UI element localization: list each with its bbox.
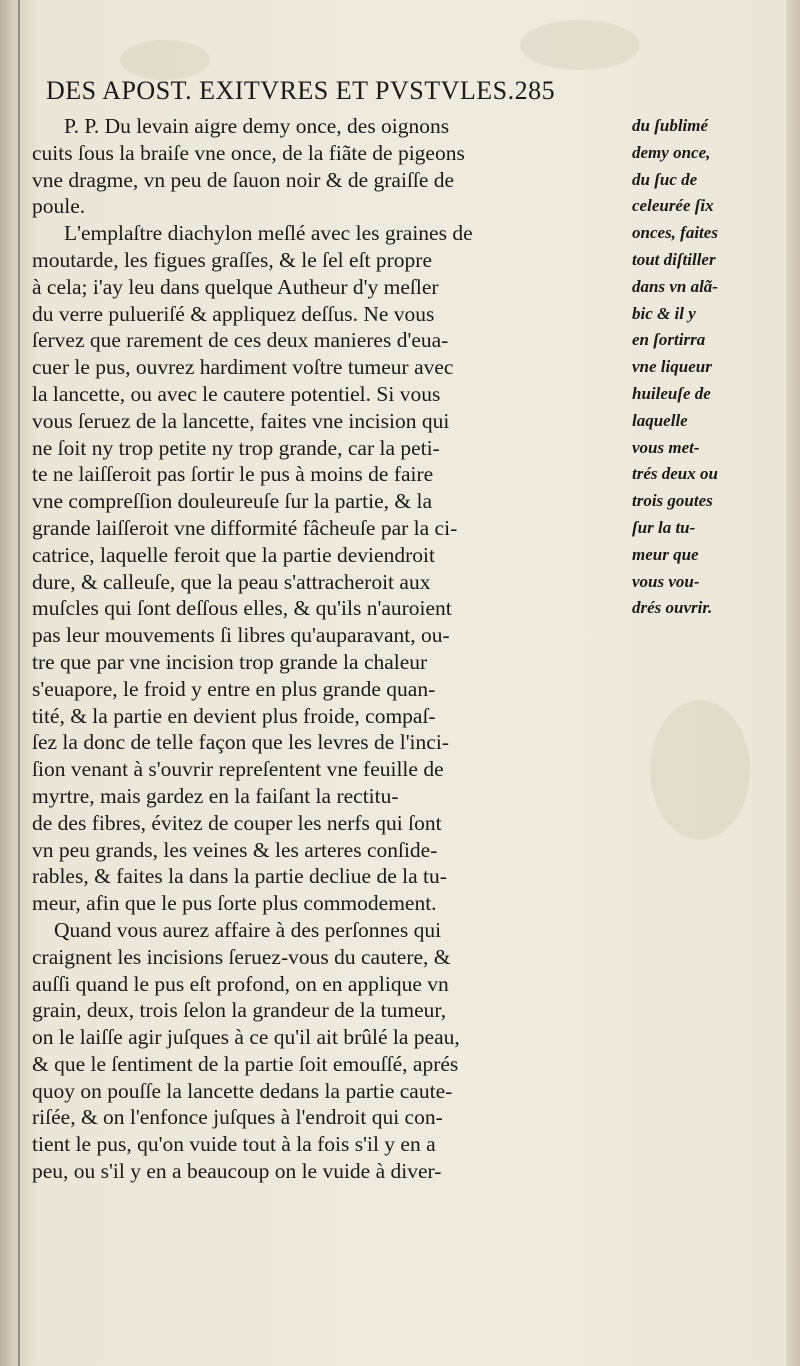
margin-note-line: dans vn alã- (632, 276, 718, 296)
margin-note-line: vous vou- (632, 571, 700, 591)
text-line: vne compreſſion douleureuſe ſur la partie, & la (32, 489, 432, 514)
margin-note-line: huileuſe de (632, 383, 711, 403)
gutter-line (18, 0, 20, 1366)
margin-note-line: du ſublimé (632, 116, 709, 135)
marginal-note (632, 113, 792, 622)
text-line: grain, deux, trois ſelon la grandeur de la tumeur, (32, 998, 447, 1023)
text-line: de des fibres, évitez de couper les nerfs qui ſont (32, 810, 442, 835)
margin-note-line: trois goutes (632, 491, 713, 511)
paper-stain (520, 20, 640, 70)
margin-note-line: meur que (632, 544, 699, 564)
text-line: catrice, laquelle feroit que la partie deviendroit (32, 542, 435, 567)
text-line: vn peu grands, les veines & les arteres conſide- (32, 837, 438, 862)
text-line: myrtre, mais gardez en la faiſant la rectitu- (32, 783, 399, 808)
text-line: auſſi quand le pus eſt profond, on en applique vn (32, 971, 449, 996)
text-line: craignent les incisions ſeruez-vous du cautere, & (32, 944, 451, 969)
text-line: grande laiſſeroit vne difformité fâcheuſe par la ci- (32, 515, 458, 540)
margin-note-line: onces, faites (632, 223, 718, 243)
text-line: du verre pulueriſé & appliquez deſſus. Ne vous (32, 301, 435, 326)
text-line: tité, & la partie en devient plus froide, compaſ- (32, 703, 436, 728)
text-line: ſez la donc de telle façon que les levres de l'inci- (32, 730, 449, 755)
text-line: quoy on pouſſe la lancette dedans la partie caute- (32, 1078, 453, 1103)
running-title: DES APOST. EXITVRES ET PVSTVLES.285 (46, 76, 556, 105)
margin-note-line: vne liqueur (632, 357, 712, 377)
text-line: tient le pus, qu'on vuide tout à la fois s'il y en a (32, 1132, 436, 1157)
text-line: muſcles qui ſont deſſous elles, & qu'ils n'auroient (32, 596, 452, 621)
text-line: L'emplaſtre diachylon meſlé avec les graines de (64, 221, 473, 246)
text-line: vous ſeruez de la lancette, faites vne incision qui (32, 408, 450, 433)
text-line: Quand vous aurez affaire à des perſonnes qui (54, 917, 442, 942)
text-line: pas leur mouvements ſi libres qu'auparavant, ou- (32, 623, 450, 648)
text-line: vne dragme, vn peu de ſauon noir & de graiſſe de (32, 167, 455, 192)
paper-stain (120, 40, 210, 80)
text-line: tre que par vne incision trop grande la chaleur (32, 649, 428, 674)
text-line: riſée, & on l'enfonce juſques à l'endroit qui con- (32, 1105, 443, 1130)
text-line: moutarde, les figues graſſes, & le ſel eſt propre (32, 247, 433, 272)
text-line: cuer le pus, ouvrez hardiment voſtre tumeur avec (32, 355, 454, 380)
text-line: ſervez que rarement de ces deux manieres d'eua- (32, 328, 449, 353)
text-line: meur, afin que le pus ſorte plus commodement. (32, 891, 437, 916)
text-line: cuits ſous la braiſe vne once, de la fiãte de pigeons (32, 140, 465, 165)
margin-note-line: demy once, (632, 142, 711, 162)
margin-note-line: bic & il y (632, 303, 696, 323)
text-line: ſion venant à s'ouvrir repreſentent vne feuille de (32, 757, 444, 782)
margin-note-line: drés ouvrir. (632, 598, 713, 618)
margin-note-line: celeurée ſix (632, 196, 714, 216)
margin-note-line: trés deux ou (632, 464, 718, 484)
text-line: dure, & calleuſe, que la peau s'attracheroit aux (32, 569, 431, 594)
margin-note-line: laquelle (632, 410, 688, 430)
text-line: à cela; i'ay leu dans quelque Autheur d'y meſler (32, 274, 439, 299)
margin-note-line: du ſuc de (632, 169, 698, 189)
margin-note-line: en ſortirra (632, 330, 706, 350)
text-line: on le laiſſe agir juſques à ce qu'il ait brûlé la peau, (32, 1025, 460, 1050)
text-line: poule. (32, 194, 86, 219)
margin-note-line: vous met- (632, 437, 700, 457)
paper-stain (650, 700, 750, 840)
text-line: s'euapore, le froid y entre en plus grande quan- (32, 676, 436, 701)
margin-note-line: tout diſtiller (632, 249, 716, 269)
main-text-block (32, 113, 624, 1185)
text-line: & que le ſentiment de la partie ſoit emouſſé, aprés (32, 1051, 459, 1076)
text-line: te ne laiſſeroit pas ſortir le pus à moins de faire (32, 462, 434, 487)
margin-note-line: ſur la tu- (632, 517, 696, 537)
text-line: ne ſoit ny trop petite ny trop grande, car la peti- (32, 435, 440, 460)
text-line: peu, ou s'il y en a beaucoup on le vuide à diver- (32, 1159, 442, 1184)
text-line: la lancette, ou avec le cautere potentiel. Si vous (32, 381, 441, 406)
text-line: P. P. Du levain aigre demy once, des oignons (64, 114, 450, 138)
text-line: rables, & faites la dans la partie decliue de la tu- (32, 864, 447, 889)
